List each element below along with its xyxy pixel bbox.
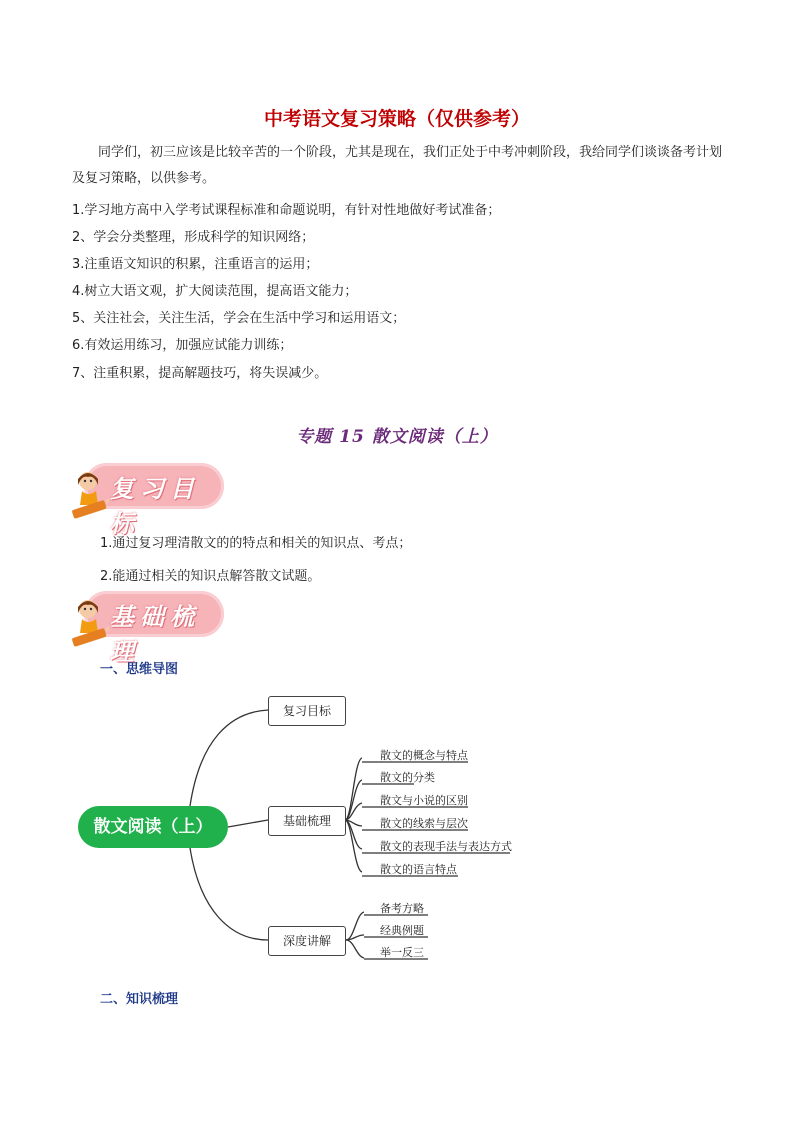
- list-item: 5、关注社会，关注生活，学会在生活中学习和运用语文；: [72, 311, 406, 326]
- banner-label: 基础梳理: [110, 602, 200, 666]
- topic-title: 专题 15 散文阅读（上）: [296, 427, 498, 447]
- mindmap-leaf: 散文的语言特点: [380, 863, 457, 876]
- banner-label: 复习目标: [110, 474, 200, 538]
- goal-item: 1.通过复习理清散文的的特点和相关的知识点、考点；: [100, 536, 412, 551]
- mindmap-leaf: 散文与小说的区别: [380, 794, 468, 807]
- mindmap-branch: 深度讲解: [268, 926, 346, 956]
- mindmap-leaf: 经典例题: [380, 924, 424, 937]
- list-item: 7、注重积累，提高解题技巧，将失误减少。: [72, 366, 328, 381]
- section-heading-mindmap: 一、思维导图: [100, 662, 179, 677]
- mindmap-branch: 复习目标: [268, 696, 346, 726]
- list-item: 1.学习地方高中入学考试课程标准和命题说明，有针对性地做好考试准备；: [72, 203, 501, 218]
- mindmap-leaf: 散文的概念与特点: [380, 749, 468, 762]
- list-item: 6.有效运用练习，加强应试能力训练；: [72, 338, 293, 353]
- mindmap-leaf: 散文的分类: [380, 771, 435, 784]
- mindmap-leaf: 散文的表现手法与表达方式: [380, 840, 512, 853]
- goal-item: 2.能通过相关的知识点解答散文试题。: [100, 569, 321, 584]
- mindmap-branch: 基础梳理: [268, 806, 346, 836]
- mindmap-leaf: 举一反三: [380, 946, 424, 959]
- mindmap-root: 散文阅读（上）: [78, 806, 228, 848]
- list-item: 2、学会分类整理，形成科学的知识网络；: [72, 230, 315, 245]
- section-heading-knowledge: 二、知识梳理: [100, 992, 179, 1007]
- intro-paragraph: 同学们，初三应该是比较辛苦的一个阶段，尤其是现在，我们正处于中考冲刺阶段，我给同学们谈谈备考计划及复习策略，以供参考。: [72, 145, 723, 186]
- list-item: 4.树立大语文观，扩大阅读范围，提高语文能力；: [72, 284, 358, 299]
- document-title: 中考语文复习策略（仅供参考）: [263, 108, 530, 130]
- mindmap-leaf: 散文的线索与层次: [380, 817, 468, 830]
- list-item: 3.注重语文知识的积累，注重语言的运用；: [72, 257, 319, 272]
- mindmap-leaf: 备考方略: [380, 902, 424, 915]
